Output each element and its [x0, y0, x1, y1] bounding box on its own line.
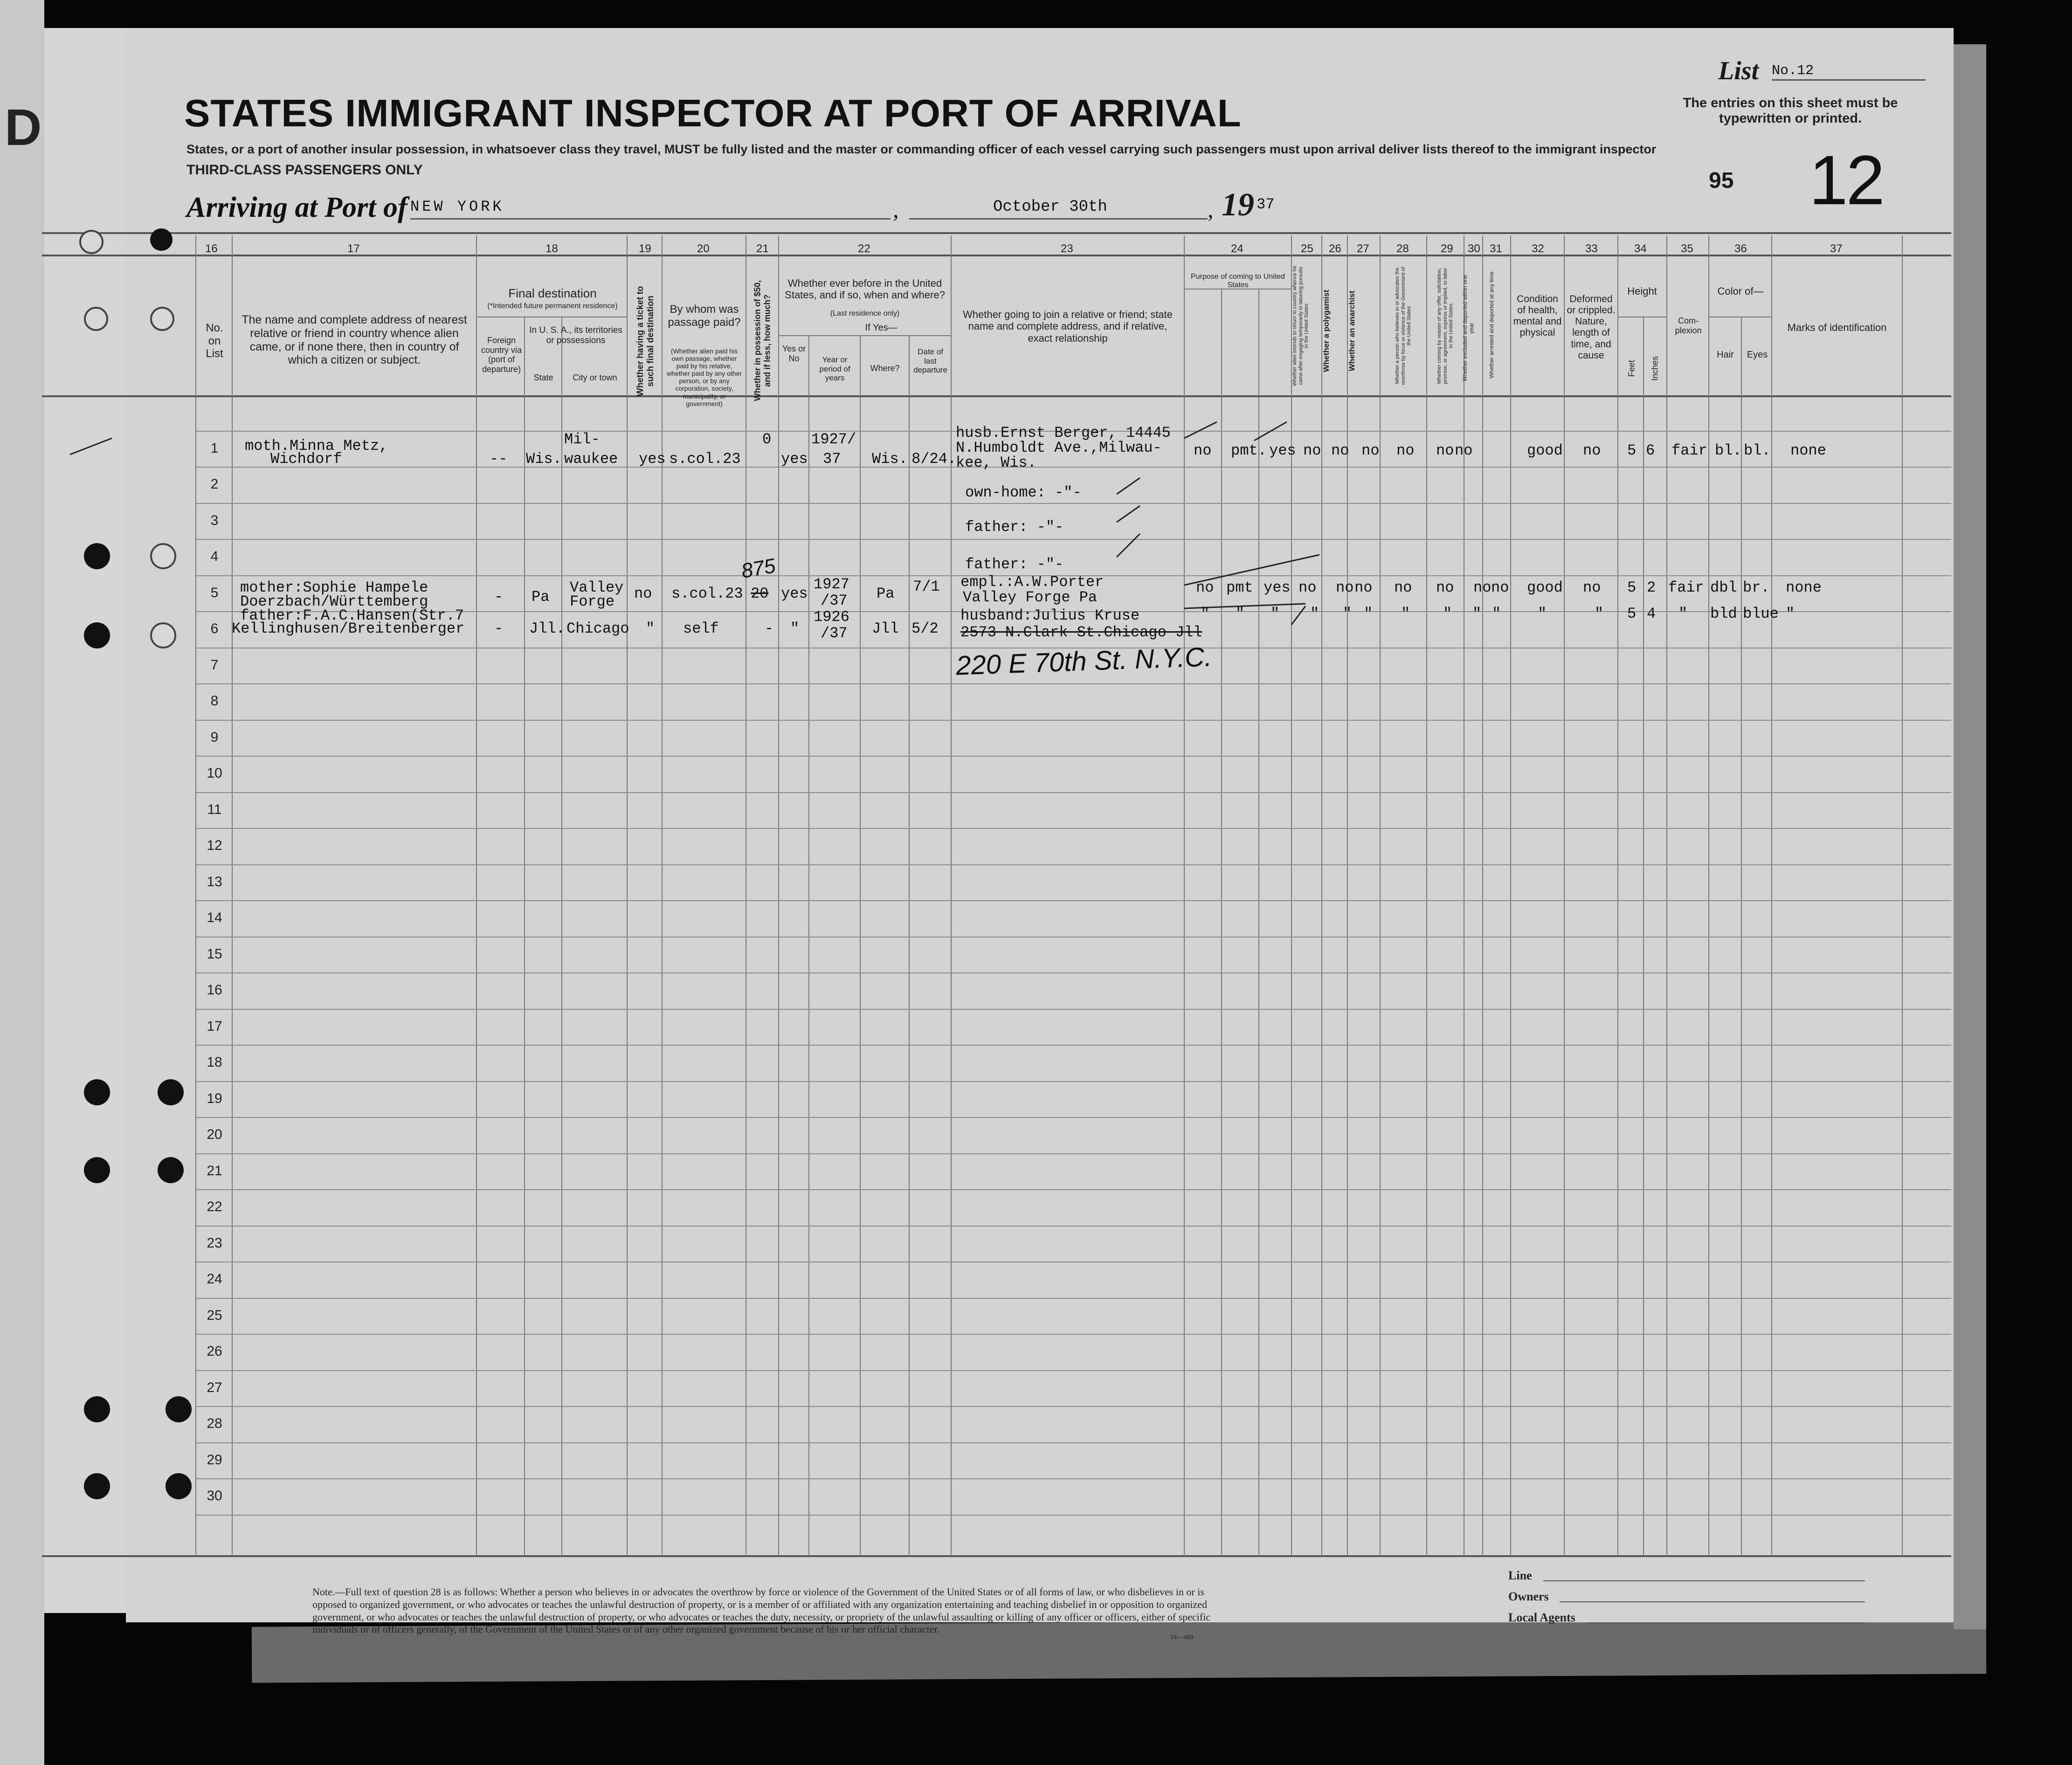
departure-cell: 7/1: [913, 578, 940, 595]
header-date-departure: Date of last departure: [913, 347, 947, 375]
header-eyes: Eyes: [1747, 350, 1768, 360]
health-cell: good: [1527, 579, 1563, 596]
passage-paid-cell: self: [683, 620, 719, 637]
agents-underline: [1588, 1622, 1865, 1623]
row-number: 8: [210, 693, 219, 709]
marks-cell: ": [1786, 605, 1795, 622]
col-num-23: 23: [1061, 242, 1073, 255]
col-num-20: 20: [697, 242, 710, 255]
header-col-24: Purpose of coming to United States: [1191, 273, 1285, 290]
col-num-27: 27: [1357, 242, 1369, 255]
arriving-label: Arriving at Port of: [186, 192, 407, 223]
joining-cell: empl.:A.W.Porter: [960, 573, 1104, 591]
row-number: 26: [207, 1344, 222, 1359]
anarchist-cell: no: [1331, 442, 1349, 459]
feet-cell: 5: [1627, 442, 1637, 459]
list-number: No.12: [1772, 63, 1814, 79]
header-col-33: Deformed or crippled. Nature, length of time, and cause: [1567, 294, 1616, 361]
polygamist-cell: no: [1303, 442, 1321, 459]
punch-hole: [84, 543, 110, 569]
local-agents-label: Local Agents: [1508, 1611, 1575, 1624]
hair-cell: bl.: [1715, 442, 1742, 459]
row-number: 18: [207, 1055, 222, 1070]
year-cell: 1926: [814, 608, 850, 626]
health-cell: good: [1527, 442, 1563, 459]
row-number: 14: [207, 910, 222, 925]
year-prefix: 19: [1222, 187, 1254, 223]
row-number: 2: [210, 476, 219, 492]
q28-cell: no: [1361, 442, 1380, 459]
punch-hole: [166, 1473, 192, 1499]
where-cell: Jll: [872, 620, 899, 637]
purpose-cell: no: [1196, 579, 1214, 596]
ever-before-cell: yes: [781, 450, 808, 468]
row-number: 19: [207, 1091, 222, 1106]
header-col-31: Whether arrested and deported at any time: [1488, 271, 1495, 379]
punch-hole: [158, 1157, 184, 1183]
header-color-of: Color of—: [1717, 285, 1764, 297]
q30-cell: ": [1472, 605, 1482, 622]
ever-before-cell: ": [790, 620, 800, 637]
row-number: 13: [207, 874, 222, 889]
purpose-cell: no: [1194, 442, 1212, 459]
comma-2: ,: [1208, 196, 1214, 222]
header-if-yes: If Yes—: [865, 323, 898, 333]
where-cell: Pa: [877, 585, 895, 602]
health-cell: ": [1538, 605, 1547, 622]
punch-hole: [158, 1079, 184, 1105]
q29-cell: ": [1443, 605, 1452, 622]
joining-cell: husband:Julius Kruse: [960, 607, 1140, 624]
year-cell-2: /37: [821, 592, 848, 609]
header-col-17: The name and complete address of nearest relative or friend in country whence alien came, or if none there, then in country of which a citizen or subject.: [242, 313, 467, 367]
row-number: 24: [207, 1271, 222, 1287]
relative-address: Doerzbach/Württemberg: [240, 593, 428, 610]
polygamist-cell: ": [1310, 605, 1319, 622]
punch-hole: [84, 1473, 110, 1499]
col-num-21: 21: [756, 242, 769, 255]
marks-cell: none: [1790, 442, 1826, 459]
complexion-cell: fair: [1668, 579, 1704, 596]
header-col-23: Whether going to join a relative or friend; state name and complete address, and if relative, exact relationship: [962, 309, 1173, 344]
punch-hole: [166, 1396, 192, 1422]
city-cell: Mil-: [564, 431, 600, 448]
city-cell: Valley: [570, 579, 624, 596]
punch-hole: [150, 307, 174, 331]
header-no-on-list: No. on List: [206, 322, 223, 360]
header-col-22: Whether ever before in the United States, and if so, when and where?: [785, 277, 945, 301]
col-num-16: 16: [205, 242, 218, 255]
row-number: 10: [207, 765, 222, 781]
handwritten-annotation: 875: [739, 554, 778, 583]
city-cell: Chicago: [566, 620, 629, 637]
col-num-32: 32: [1532, 242, 1544, 255]
row-number: 20: [207, 1127, 222, 1142]
row-number: 16: [207, 982, 222, 998]
row-number: 1: [210, 441, 219, 456]
q28-cell: ": [1401, 605, 1410, 622]
relative-name: mother:Sophie Hampele: [240, 579, 428, 596]
deformed-cell: ": [1595, 605, 1604, 622]
foreign-country-cell: -: [494, 588, 504, 606]
col-num-26: 26: [1329, 242, 1341, 255]
q27b-cell: no: [1354, 579, 1373, 596]
header-inches: Inches: [1650, 356, 1660, 381]
joining-cell: father: -"-: [965, 518, 1064, 536]
year-cell-2: 37: [823, 450, 841, 468]
inches-cell: 6: [1646, 442, 1655, 459]
feet-cell: 5: [1627, 579, 1637, 596]
joining-cell-2: 2573 N.Clark St.Chicago Jll: [960, 624, 1202, 641]
hair-cell: bld: [1710, 605, 1737, 622]
length-cell: pmt.: [1231, 442, 1267, 459]
page-number: 95: [1709, 168, 1734, 193]
page-title: STATES IMMIGRANT INSPECTOR AT PORT OF ARRIVAL: [184, 91, 1242, 135]
departure-cell: 8/24.: [912, 450, 957, 468]
header-col-29: Whether coming by reason of any offer, solicitation, promise, or agreement, express or implied, to labor in the United States: [1437, 268, 1454, 384]
header-city: City or town: [573, 373, 617, 382]
row-number: 11: [207, 802, 222, 817]
header-col-22-note: (Last residence only): [830, 310, 900, 317]
header-col-25: Whether alien intends to return to country whence he came after engaging temporarily in laboring pursuits in the United States: [1292, 265, 1310, 386]
header-foreign-country: Foreign country via (port of departure): [481, 336, 522, 374]
third-class-label: THIRD-CLASS PASSENGERS ONLY: [186, 162, 423, 178]
polygamist-cell: no: [1298, 579, 1317, 596]
q27b-cell: ": [1364, 605, 1373, 622]
handwritten-address: 220 E 70th St. N.Y.C.: [955, 641, 1213, 681]
year-cell-2: /37: [821, 625, 848, 642]
year-cell: 1927/: [811, 431, 856, 448]
col-num-31: 31: [1490, 242, 1502, 255]
instructions: States, or a port of another insular possession, in whatsoever class they travel, MUST be fully listed and the master or commanding officer of each vessel carrying such passengers must upon arrival deliver lists thereof to the immigrant inspector: [186, 142, 1657, 156]
owners-underline: [1560, 1601, 1865, 1602]
row-number: 5: [210, 585, 219, 600]
col-num-24: 24: [1231, 242, 1243, 255]
row-number: 30: [207, 1488, 222, 1503]
col-num-35: 35: [1681, 242, 1693, 255]
header-where: Where?: [870, 364, 900, 373]
col-num-17: 17: [347, 242, 360, 255]
header-col-20-note: (Whether alien paid his own passage, whether paid by his relative, whether paid by any other person, or by any corporation, society, municipality, or government): [666, 347, 742, 407]
year-cell: 1927: [814, 576, 850, 593]
header-feet: Feet: [1627, 360, 1637, 377]
header-col-26: Whether a polygamist: [1322, 290, 1331, 372]
row-number: 28: [207, 1416, 222, 1431]
ticket-cell: yes: [639, 450, 666, 468]
joining-cell: father: -"-: [965, 556, 1064, 573]
col-num-25: 25: [1301, 242, 1313, 255]
row-number: 22: [207, 1199, 222, 1214]
col-num-22: 22: [858, 242, 870, 255]
header-year-period: Year or period of years: [819, 355, 850, 383]
relative-address: Wichdorf: [270, 450, 342, 468]
row-number: 27: [207, 1380, 222, 1395]
passage-paid-cell: s.col.23: [671, 585, 743, 602]
relative-name: father:F.A.C.Hansen(Str.7: [240, 607, 464, 624]
col-num-37: 37: [1830, 242, 1843, 255]
header-col-30: Whether excluded and deported within one year: [1462, 275, 1475, 381]
header-col-21: Whether in possession of $50, and if less, how much?: [753, 280, 772, 401]
entries-note: The entries on this sheet must be typewritten or printed.: [1683, 96, 1898, 126]
header-col-32: Condition of health, mental and physical: [1513, 294, 1562, 338]
row-number: 21: [207, 1163, 222, 1179]
row-number: 3: [210, 513, 219, 528]
row-number: 25: [207, 1308, 222, 1323]
q29-cell: no: [1396, 442, 1415, 459]
row-number: 4: [210, 549, 219, 564]
binding-ring: [150, 228, 173, 251]
city-cell-2: Forge: [570, 593, 615, 610]
joining-cell: own-home: -"-: [965, 484, 1082, 501]
footnote-q28: Note.—Full text of question 28 is as follows: Whether a person who believes in or advocates the overthrow by force or violence of the Government of the United States or of all forms of law, or who disbelieves in or is opposed to organized government, or who advocates or teaches the unlawful destruction of property, or is a member of or affiliated with any organization entertaining and teaching disbelief in or opposition to organized government, or who advocates or teaches the unlawful destruction of property, or who advocates or teaches the duty, necessity, or propriety of the unlawful assaulting or killing of any officer or officers, either of specific individuals or of officers generally, of the Government of the United States or of any other organized government because of his or her official character.: [312, 1586, 1210, 1635]
length-cell: ": [1236, 605, 1245, 622]
q31-cell: no: [1491, 579, 1509, 596]
money-cell: 20: [751, 585, 769, 602]
punch-hole: [84, 1157, 110, 1183]
row-number: 12: [207, 838, 222, 853]
intent-cell: yes: [1269, 442, 1296, 459]
col-num-33: 33: [1585, 242, 1598, 255]
q30-cell: no: [1473, 579, 1492, 596]
anarchist-cell: no: [1336, 579, 1354, 596]
col-num-18: 18: [546, 242, 558, 255]
header-in-usa: In U. S. A., its territories or possessions: [529, 325, 622, 345]
row-number: 6: [210, 621, 219, 636]
feet-cell: 5: [1627, 605, 1637, 622]
ticket-cell: ": [646, 620, 655, 637]
length-cell: pmt: [1226, 579, 1253, 596]
header-col-27: Whether an anarchist: [1347, 290, 1357, 372]
joining-cell-3: kee, Wis.: [956, 454, 1036, 471]
header-marks: Marks of identification: [1787, 322, 1887, 333]
q31-cell: no: [1455, 442, 1473, 459]
col-num-29: 29: [1441, 242, 1453, 255]
col-num-19: 19: [639, 242, 651, 255]
header-state: State: [533, 373, 553, 382]
form-number: 14—480: [1170, 1634, 1193, 1641]
foreign-country-cell: --: [490, 450, 508, 468]
owners-label: Owners: [1508, 1590, 1549, 1603]
marks-cell: none: [1786, 579, 1822, 596]
joining-cell-2: Valley Forge Pa: [963, 589, 1098, 606]
ticket-cell: no: [634, 585, 652, 602]
list-label: List: [1718, 56, 1759, 85]
eyes-cell: br.: [1743, 579, 1770, 596]
header-col-28: Whether a person who believes in or advocates the overthrow by force or violence of the Government of the United States: [1395, 267, 1412, 385]
col-num-34: 34: [1634, 242, 1647, 255]
col-num-28: 28: [1396, 242, 1409, 255]
complexion-cell: fair: [1671, 442, 1707, 459]
margin-fragment: D: [5, 99, 42, 156]
header-hair: Hair: [1717, 350, 1734, 360]
year-suffix: 37: [1257, 196, 1275, 213]
line-label: Line: [1508, 1569, 1532, 1582]
header-yes-no: Yes or No: [782, 344, 806, 363]
row-number: 29: [207, 1452, 222, 1468]
line-underline: [1543, 1580, 1865, 1581]
relative-address: Kellinghusen/Breitenberger: [232, 620, 465, 637]
inches-cell: 4: [1647, 605, 1656, 622]
row-number: 17: [207, 1019, 222, 1034]
header-final-destination-note: (*Intended future permanent residence): [487, 302, 618, 310]
handwritten-number: 12: [1809, 141, 1883, 219]
port-value: NEW YORK: [410, 198, 504, 215]
header-col-20: By whom was passage paid?: [668, 303, 741, 329]
col-num-30: 30: [1468, 242, 1480, 255]
inches-cell: 2: [1647, 579, 1656, 596]
joining-cell: husb.Ernst Berger, 14445: [956, 424, 1171, 441]
state-cell: Wis.: [526, 450, 562, 468]
departure-cell: 5/2: [912, 620, 939, 637]
passage-paid-cell: s.col.23: [669, 450, 741, 468]
header-complexion: Com- plexion: [1675, 316, 1702, 335]
joining-cell-2: N.Humboldt Ave.,Milwau-: [956, 439, 1162, 456]
relative-name: moth.Minna Metz,: [245, 437, 388, 455]
row-number: 15: [207, 946, 222, 962]
row-number: 9: [210, 730, 219, 745]
complexion-cell: ": [1678, 605, 1688, 622]
row-number: 23: [207, 1235, 222, 1251]
punch-hole: [84, 1079, 110, 1105]
money-cell: 0: [762, 431, 772, 448]
binding-ring: [79, 230, 104, 254]
intent-cell: ": [1271, 605, 1280, 622]
punch-hole: [150, 622, 176, 648]
punch-hole: [84, 622, 110, 648]
date-value: October 30th: [993, 198, 1107, 216]
eyes-cell: bl.: [1744, 442, 1771, 459]
hair-cell: dbl: [1710, 579, 1737, 596]
header-final-destination: Final destination: [508, 286, 597, 300]
q28-cell: no: [1394, 579, 1412, 596]
q29-cell: no: [1436, 579, 1454, 596]
q31-cell: ": [1492, 605, 1501, 622]
where-cell: Wis.: [872, 450, 908, 468]
state-cell: Pa: [532, 588, 550, 606]
foreign-country-cell: -: [494, 620, 504, 637]
header-col-19: Whether having a ticket to such final destination: [635, 286, 656, 397]
punch-hole: [84, 307, 108, 331]
deformed-cell: no: [1583, 579, 1601, 596]
header-height: Height: [1627, 285, 1657, 297]
state-cell: Jll.: [529, 620, 565, 637]
col-num-36: 36: [1734, 242, 1747, 255]
city-cell-2: waukee: [564, 450, 618, 468]
intent-cell: yes: [1264, 579, 1291, 596]
anarchist-cell: ": [1343, 605, 1352, 622]
money-cell: -: [765, 620, 774, 637]
punch-hole: [150, 543, 176, 569]
deformed-cell: no: [1583, 442, 1601, 459]
punch-hole: [84, 1396, 110, 1422]
eyes-cell: blue: [1743, 605, 1779, 622]
comma: ,: [893, 196, 899, 222]
purpose-cell: ": [1201, 605, 1210, 622]
row-number: 7: [210, 657, 219, 673]
ever-before-cell: yes: [781, 585, 808, 602]
q30-cell: no: [1436, 442, 1454, 459]
